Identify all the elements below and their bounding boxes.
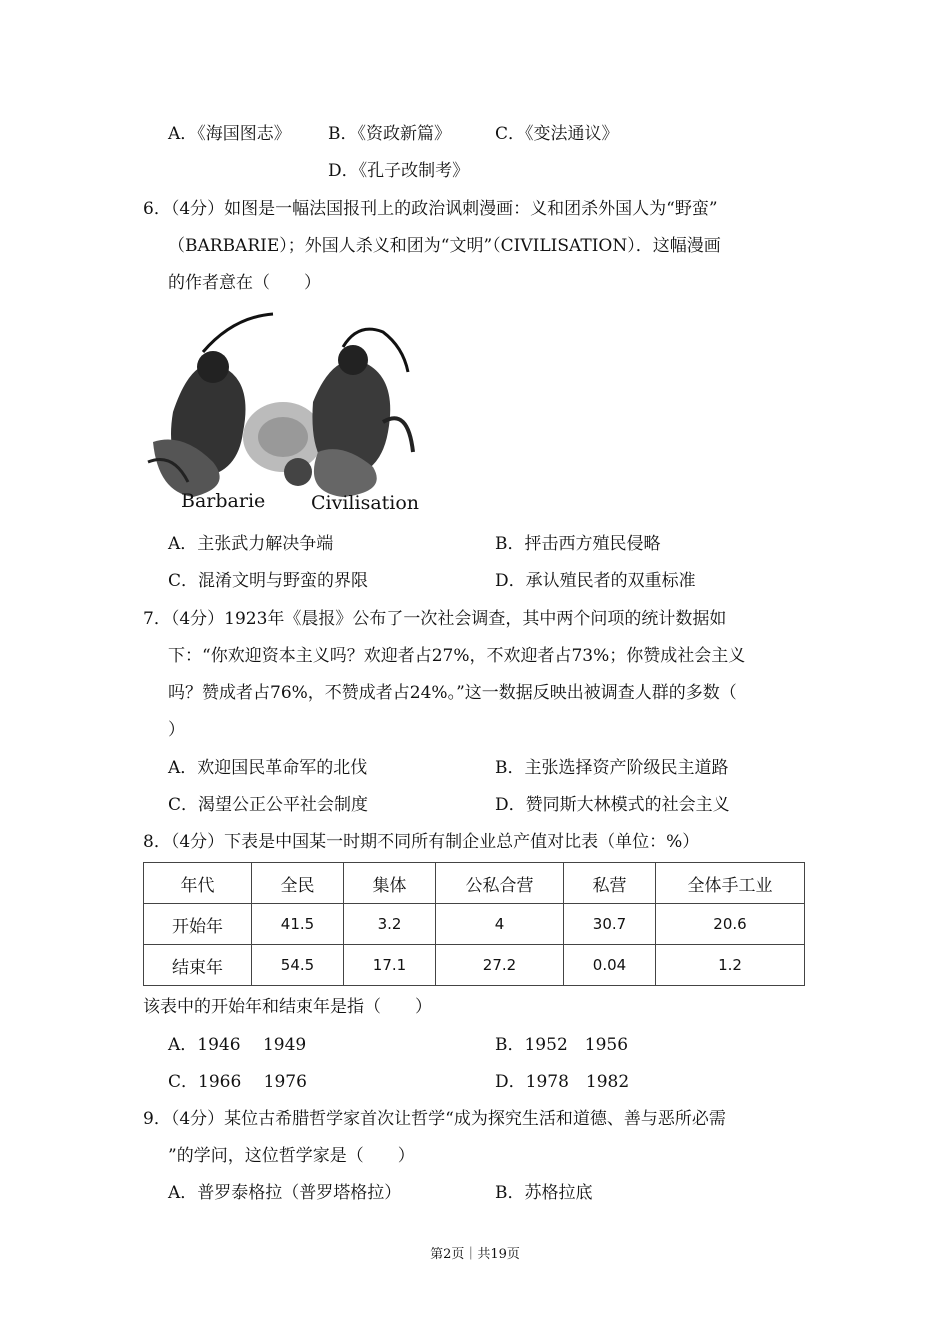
table-header-cell: 集体 — [344, 863, 436, 904]
q6-option-c: C．混淆文明与野蛮的界限 — [168, 571, 369, 591]
q7-option-b: B．主张选择资产阶级民主道路 — [495, 758, 729, 778]
table-header-cell: 私营 — [564, 863, 656, 904]
table-cell: 17.1 — [344, 945, 436, 986]
q5-option-b: B．《资政新篇》 — [328, 124, 451, 144]
table-row-label: 结束年 — [144, 945, 252, 986]
q9-stem-line2: ”的学问，这位哲学家是（ ） — [168, 1146, 415, 1166]
table-header-cell: 年代 — [144, 863, 252, 904]
q7-option-d: D．赞同斯大林模式的社会主义 — [495, 795, 730, 815]
q8-stem-line1: 8．（4分）下表是中国某一时期不同所有制企业总产值对比表（单位：%） — [143, 832, 700, 852]
table-row — [144, 945, 805, 986]
table-cell: 20.6 — [656, 904, 805, 945]
table-cell: 4 — [436, 904, 564, 945]
table-row — [144, 904, 805, 945]
table-cell: 41.5 — [252, 904, 344, 945]
q8-option-a: A．1946 1949 — [168, 1035, 307, 1055]
q7-option-a: A．欢迎国民革命军的北伐 — [168, 758, 368, 778]
table-cell: 0.04 — [564, 945, 656, 986]
table-row-label: 开始年 — [144, 904, 252, 945]
q7-stem-line1: 7．（4分）1923年《晨报》公布了一次社会调查，其中两个问项的统计数据如 — [143, 609, 727, 629]
q8-option-b: B．1952 1956 — [495, 1035, 629, 1055]
q8-option-c: C．1966 1976 — [168, 1072, 307, 1092]
q6-stem-line3: 的作者意在（ ） — [168, 273, 321, 293]
q7-stem-line3: 吗？赞成者占76%，不赞成者占24%。”这一数据反映出被调查人群的多数（ — [168, 683, 737, 703]
table-header-cell: 公私合营 — [436, 863, 564, 904]
q7-stem-line4: ） — [168, 720, 185, 740]
q6-stem-line2: （BARBARIE）；外国人杀义和团为“文明”（CIVILISATION）．这幅漫画 — [168, 236, 721, 256]
q9-option-b: B．苏格拉底 — [495, 1183, 593, 1203]
table-header-cell: 全体手工业 — [656, 863, 805, 904]
table-cell: 1.2 — [656, 945, 805, 986]
ownership-output-table — [143, 862, 805, 986]
table-cell: 3.2 — [344, 904, 436, 945]
q6-stem-line1: 6．（4分）如图是一幅法国报刊上的政治讽刺漫画：义和团杀外国人为“野蛮” — [143, 199, 718, 219]
q7-option-c: C．渴望公正公平社会制度 — [168, 795, 369, 815]
q6-option-b: B．抨击西方殖民侵略 — [495, 534, 661, 554]
q6-option-a: A．主张武力解决争端 — [168, 534, 334, 554]
q9-option-a: A．普罗泰格拉（普罗塔格拉） — [168, 1183, 402, 1203]
table-header-cell: 全民 — [252, 863, 344, 904]
q9-stem-line1: 9．（4分）某位古希腊哲学家首次让哲学“成为探究生活和道德、善与恶所必需 — [143, 1109, 726, 1129]
q8-option-d: D．1978 1982 — [495, 1072, 630, 1092]
table-cell: 30.7 — [564, 904, 656, 945]
table-cell: 54.5 — [252, 945, 344, 986]
q7-stem-line2: 下：“你欢迎资本主义吗？欢迎者占27%，不欢迎者占73%；你赞成社会主义 — [168, 646, 746, 666]
table-header-row — [144, 863, 805, 904]
q5-option-a: A．《海国图志》 — [168, 124, 291, 144]
satirical-cartoon-image — [143, 312, 423, 522]
q5-option-c: C．《变法通议》 — [495, 124, 619, 144]
q8-followup: 该表中的开始年和结束年是指（ ） — [143, 997, 432, 1017]
cartoon-caption-left: Barbarie — [181, 490, 266, 512]
page-footer: 第2页｜共19页 — [430, 1247, 520, 1262]
q6-option-d: D．承认殖民者的双重标准 — [495, 571, 696, 591]
table-cell: 27.2 — [436, 945, 564, 986]
cartoon-caption-right: Civilisation — [311, 492, 420, 514]
q5-option-d: D．《孔子改制考》 — [328, 161, 470, 181]
